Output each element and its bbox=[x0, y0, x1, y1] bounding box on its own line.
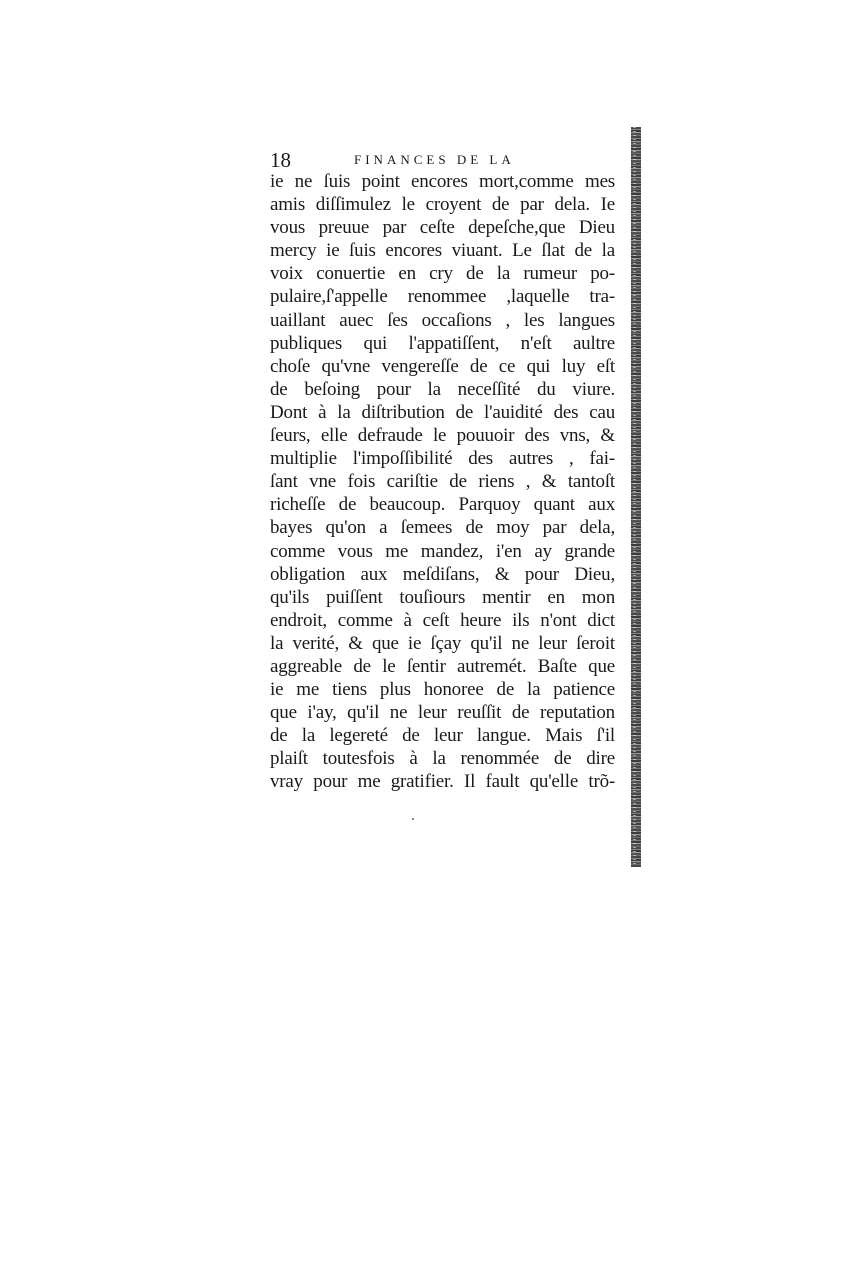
text-line: de la legereté de leur langue. Mais ſ'il bbox=[270, 725, 615, 747]
running-title: FINANCES DE LA bbox=[354, 152, 515, 167]
text-block bbox=[270, 170, 615, 794]
text-line: multiplie l'impoſſibilité des autres , fai- bbox=[270, 448, 615, 470]
binding-edge bbox=[631, 127, 641, 867]
text-line: amis diſſimulez le croyent de par dela. Ie bbox=[270, 194, 615, 216]
text-line: ſant vne fois cariſtie de riens , & tantoſt bbox=[270, 471, 615, 493]
text-line: de beſoing pour la neceſſité du viure. bbox=[270, 378, 615, 400]
text-line: choſe qu'vne vengereſſe de ce qui luy eſt bbox=[270, 355, 615, 377]
text-line: plaiſt toutesfois à la renommée de dire bbox=[270, 748, 615, 770]
text-line: comme vous me mandez, i'en ay grande bbox=[270, 540, 615, 562]
running-head bbox=[270, 148, 615, 172]
text-line: ſeurs, elle defraude le pouuoir des vns, & bbox=[270, 425, 615, 447]
page-number: 18 bbox=[270, 148, 291, 172]
text-line: qu'ils puiſſent touſiours mentir en mon bbox=[270, 586, 615, 608]
text-line: endroit, comme à ceſt heure ils n'ont dict bbox=[270, 609, 615, 631]
text-line: aggreable de le ſentir autremét. Baſte que bbox=[270, 655, 615, 677]
text-line: uaillant auec ſes occaſions , les langues bbox=[270, 309, 615, 331]
text-line: publiques qui l'appatiſſent, n'eſt aultre bbox=[270, 332, 615, 354]
text-line: vray pour me gratifier. Il fault qu'elle trõ- bbox=[270, 771, 615, 793]
text-line: que i'ay, qu'il ne leur reuſſit de reputation bbox=[270, 702, 615, 724]
text-line: bayes qu'on a ſemees de moy par dela, bbox=[270, 517, 615, 539]
text-line: ie me tiens plus honoree de la patience bbox=[270, 679, 615, 701]
text-line: voix conuertie en cry de la rumeur po- bbox=[270, 263, 615, 285]
text-line: Dont à la diſtribution de l'auidité des cau bbox=[270, 401, 615, 423]
text-line: mercy ie ſuis encores viuant. Le ſlat de la bbox=[270, 240, 615, 262]
paper-speck bbox=[412, 818, 414, 820]
text-line: richeſſe de beaucoup. Parquoy quant aux bbox=[270, 494, 615, 516]
text-line: ie ne ſuis point encores mort,comme mes bbox=[270, 171, 615, 192]
text-line: obligation aux meſdiſans, & pour Dieu, bbox=[270, 563, 615, 585]
text-line: vous preuue par ceſte depeſche,que Dieu bbox=[270, 217, 615, 239]
text-line: pulaire,ſ'appelle renommee ,laquelle tra- bbox=[270, 286, 615, 308]
text-line: la verité, & que ie ſçay qu'il ne leur ſeroit bbox=[270, 632, 615, 654]
